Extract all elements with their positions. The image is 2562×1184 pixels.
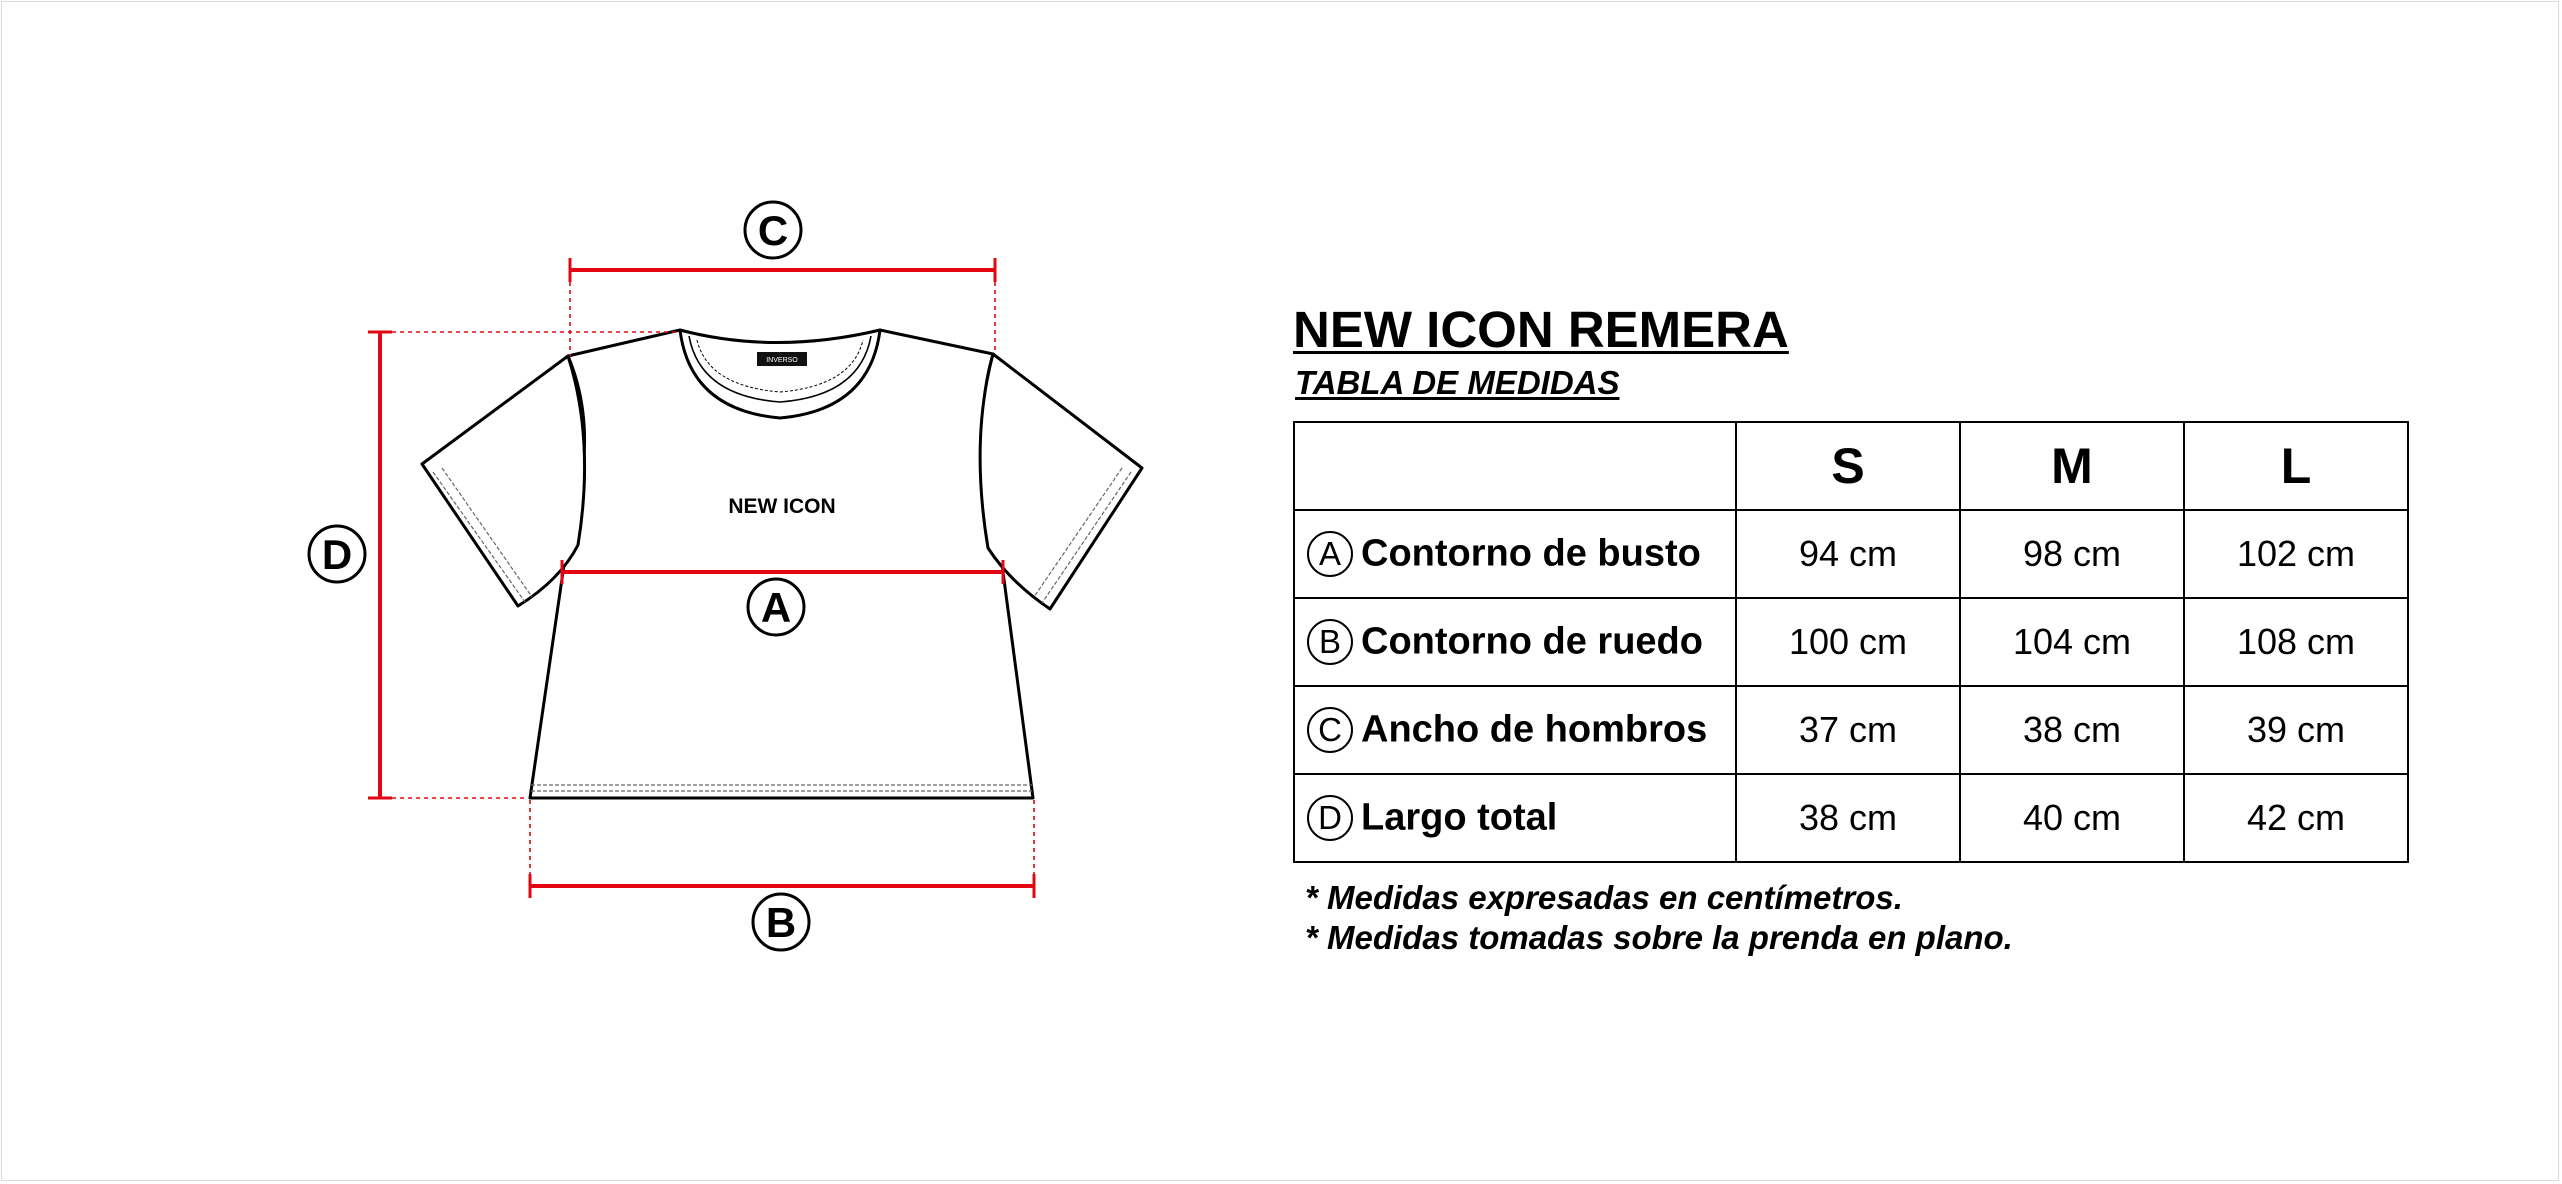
row-label-bust (1294, 510, 1736, 598)
table-cell: 40 cm (1960, 774, 2184, 862)
row-label-length (1294, 774, 1736, 862)
table-cell: 102 cm (2184, 510, 2408, 598)
row-label-text: Ancho de hombros (1361, 708, 1708, 751)
shirt-print-text: NEW ICON (728, 495, 836, 518)
marker-c-badge: C (1307, 707, 1353, 753)
svg-text:A: A (760, 584, 792, 631)
svg-text:D: D (321, 531, 353, 578)
header-size-l: L (2184, 422, 2408, 510)
marker-b (753, 894, 809, 950)
measurement-notes (1305, 878, 2013, 958)
table-row (1294, 686, 2408, 774)
header-size-m: M (1960, 422, 2184, 510)
marker-a (748, 579, 804, 635)
table-row (1294, 598, 2408, 686)
table-cell: 108 cm (2184, 598, 2408, 686)
marker-d (309, 526, 365, 582)
row-label-shoulders (1294, 686, 1736, 774)
tshirt-diagram (0, 0, 1200, 1000)
header-size-s: S (1736, 422, 1960, 510)
table-cell: 37 cm (1736, 686, 1960, 774)
row-label-text: Contorno de busto (1361, 532, 1701, 575)
svg-text:B: B (765, 899, 797, 946)
header-empty (1294, 422, 1736, 510)
row-label-text: Contorno de ruedo (1361, 620, 1703, 663)
note-units: * Medidas expresadas en centímetros. (1305, 879, 1903, 916)
svg-text:C: C (757, 207, 789, 254)
table-cell: 98 cm (1960, 510, 2184, 598)
table-row (1294, 510, 2408, 598)
marker-d-badge: D (1307, 795, 1353, 841)
note-flat: * Medidas tomadas sobre la prenda en plano. (1305, 919, 2013, 956)
marker-c (745, 202, 801, 258)
table-cell: 94 cm (1736, 510, 1960, 598)
size-table-subtitle: TABLA DE MEDIDAS (1295, 364, 1620, 401)
table-cell: 104 cm (1960, 598, 2184, 686)
table-header-row (1294, 422, 2408, 510)
left-sleeve (422, 356, 585, 606)
row-label-hem (1294, 598, 1736, 686)
table-cell: 42 cm (2184, 774, 2408, 862)
product-title: NEW ICON REMERA (1293, 301, 1789, 358)
neck-label-text: INVERSO (766, 357, 798, 364)
tshirt-outline (422, 330, 1142, 798)
size-table (1293, 421, 2409, 863)
table-cell: 39 cm (2184, 686, 2408, 774)
row-label-text: Largo total (1361, 796, 1558, 839)
table-cell: 38 cm (1736, 774, 1960, 862)
tshirt-body (530, 330, 1033, 798)
table-cell: 100 cm (1736, 598, 1960, 686)
marker-b-badge: B (1307, 619, 1353, 665)
table-row (1294, 774, 2408, 862)
marker-a-badge: A (1307, 531, 1353, 577)
table-cell: 38 cm (1960, 686, 2184, 774)
